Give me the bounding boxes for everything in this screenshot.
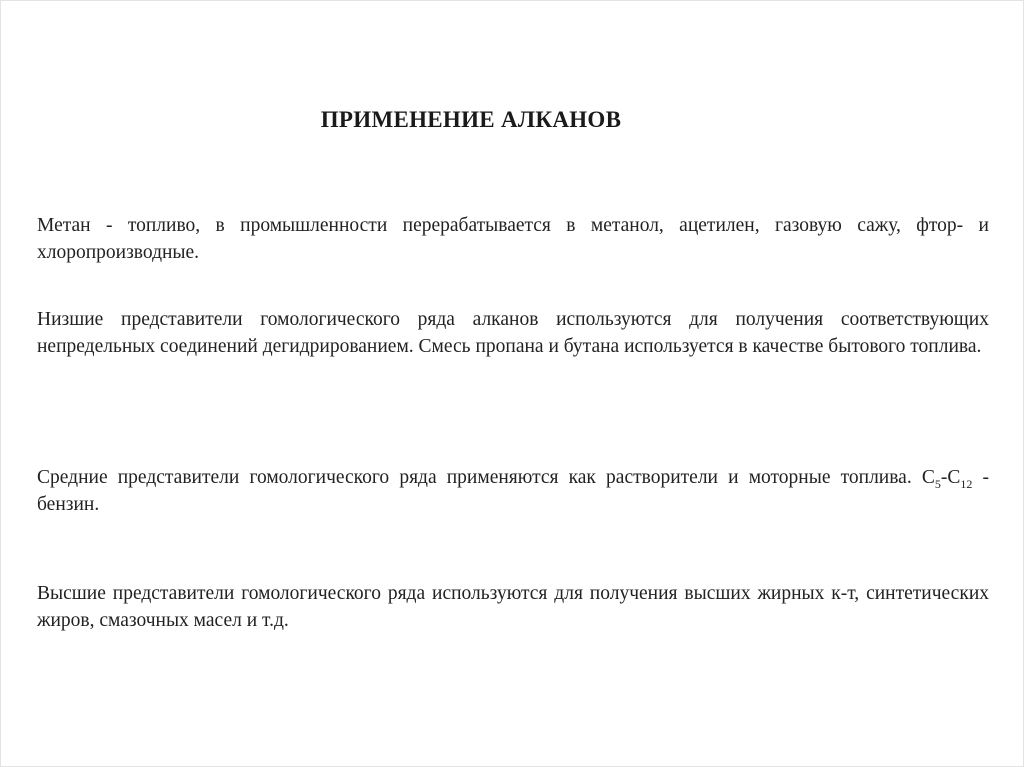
paragraph-higher-alkanes: Высшие представители гомологического ряда используются для получения высших жирных к-т, синтетических жиров, смазочных масел и т.д. (37, 583, 989, 631)
paragraph-middle-alkanes (37, 464, 989, 518)
subscript-5: 5 (934, 476, 941, 491)
middle-alkanes-text: Средние представители гомологического ряда применяются как растворители и моторные топлива. C (37, 467, 935, 488)
slide-title: ПРИМЕНЕНИЕ АЛКАНОВ (320, 107, 622, 132)
paragraph-lower-alkanes: Низшие представители гомологического ряда алканов используются для получения соответствующих непредельных соединений дегидрированием. Смесь пропана и бутана используется в качестве бытового топлива. (37, 309, 989, 357)
subscript-12: 12 (960, 476, 973, 491)
middle-alkanes-gasoline: - бензин. (37, 467, 989, 515)
paragraph-methane: Метан - топливо, в промышленности перерабатывается в метанол, ацетилен, газовую сажу, фтор- и хлоропроизводные. (37, 215, 989, 263)
middle-alkanes-dash: -C (940, 467, 961, 488)
